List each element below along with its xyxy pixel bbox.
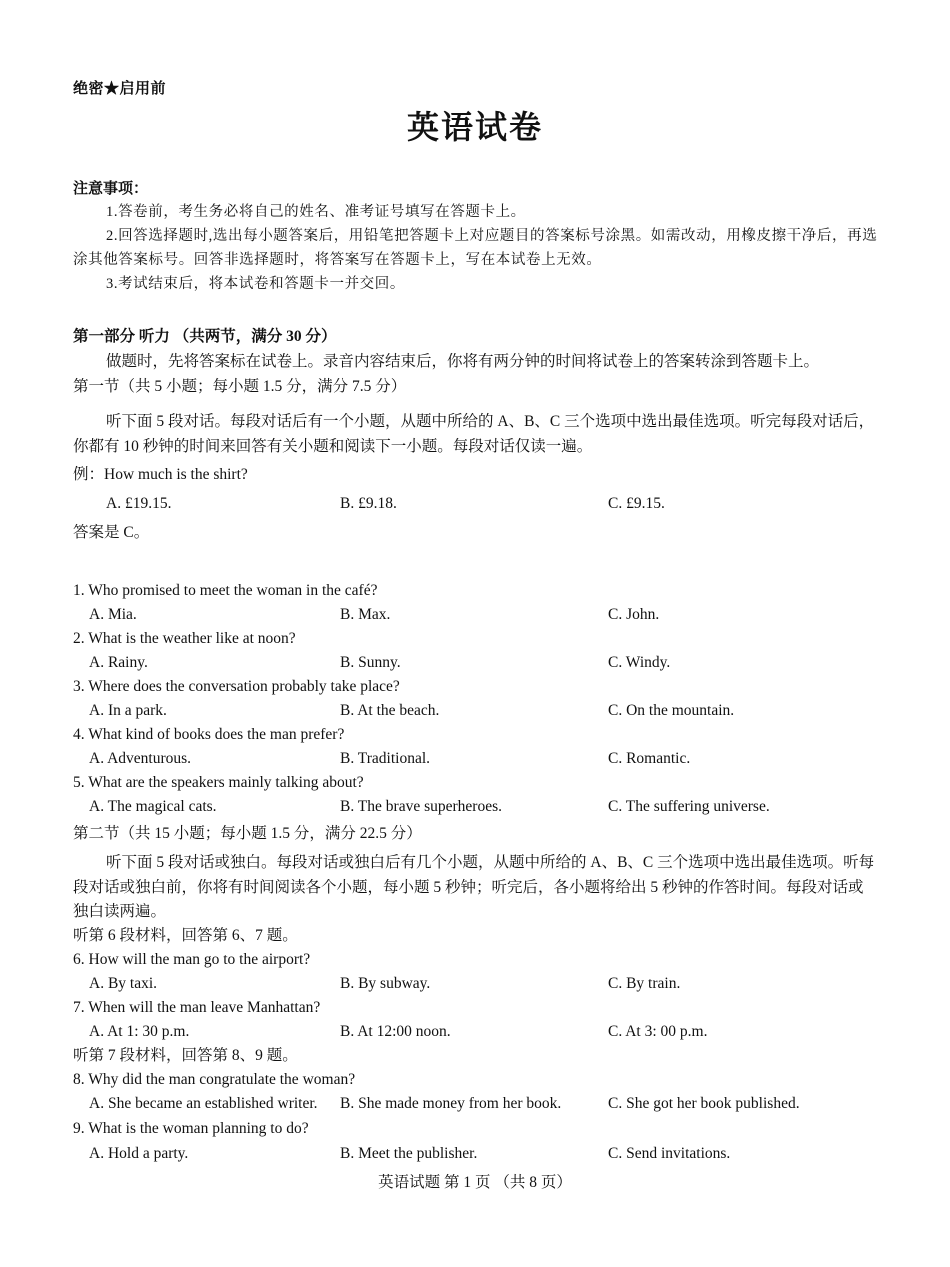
section2-instructions: 听下面 5 段对话或独白。每段对话或独白后有几个小题，从题中所给的 A、B、C 三个选项中选出最佳选项。听每段对话或独白前，你将有时间阅读各个小题，每小题 5 秒钟；听完后，各小题将给出 5 秒钟的作答时间。每段对话或独白读两遍。 [73, 854, 875, 920]
option-a: A. By taxi. [89, 975, 158, 992]
material-7-label: 听第 7 段材料，回答第 8、9 题。 [73, 1047, 298, 1064]
part1-heading: 第一部分 听力 （共两节，满分 30 分） [73, 328, 337, 345]
section1-instructions: 听下面 5 段对话。每段对话后有一个小题，从题中所给的 A、B、C 三个选项中选出最佳选项。听完每段对话后，你都有 10 秒钟的时间来回答有关小题和阅读下一小题。每段对话仅读一遍。 [73, 413, 875, 455]
question-2-options [0, 651, 950, 675]
question-8-options [0, 1092, 950, 1116]
option-c: C. Romantic. [608, 750, 691, 767]
question-2: 2. What is the weather like at noon? [73, 630, 296, 647]
option-b: B. By subway. [340, 975, 431, 992]
option-a: A. £19.15. [106, 495, 172, 512]
question-4-options [0, 747, 950, 771]
question-1: 1. Who promised to meet the woman in the café? [73, 582, 378, 599]
option-c: C. On the mountain. [608, 702, 735, 719]
question-6-options [0, 972, 950, 996]
option-a: A. The magical cats. [89, 798, 217, 815]
material-6-label: 听第 6 段材料，回答第 6、7 题。 [73, 927, 298, 944]
option-a: A. She became an established writer. [89, 1095, 318, 1112]
option-c: C. John. [608, 606, 660, 623]
question-9-options [0, 1142, 950, 1166]
note-item: 2.回答选择题时,选出每小题答案后，用铅笔把答题卡上对应题目的答案标号涂黑。如需改动，用橡皮擦干净后，再选涂其他答案标号。回答非选择题时，将答案写在答题卡上，写在本试卷上无效。 [73, 228, 878, 268]
question-3-options [0, 699, 950, 723]
option-b: B. Traditional. [340, 750, 431, 767]
option-c: C. £9.15. [608, 495, 665, 512]
option-c: C. Windy. [608, 654, 671, 671]
option-a: A. Hold a party. [89, 1145, 189, 1162]
section1-heading: 第一节（共 5 小题；每小题 1.5 分，满分 7.5 分） [73, 378, 407, 395]
option-c: C. The suffering universe. [608, 798, 770, 815]
option-c: C. She got her book published. [608, 1095, 800, 1112]
part1-intro: 做题时，先将答案标在试卷上。录音内容结束后，你将有两分钟的时间将试卷上的答案转涂到答题卡上。 [106, 353, 820, 370]
notes-heading: 注意事项： [73, 181, 149, 197]
question-7-options [0, 1020, 950, 1044]
option-c: C. At 3: 00 p.m. [608, 1023, 708, 1040]
option-a: A. Adventurous. [89, 750, 192, 767]
option-b: B. At 12:00 noon. [340, 1023, 451, 1040]
example-options [0, 492, 950, 516]
question-8: 8. Why did the man congratulate the woman? [73, 1071, 356, 1088]
notes-list [73, 200, 878, 296]
option-b: B. At the beach. [340, 702, 440, 719]
option-c: C. By train. [608, 975, 681, 992]
option-a: A. Rainy. [89, 654, 148, 671]
exam-title: 英语试卷 [406, 109, 543, 145]
note-item: 3.考试结束后，将本试卷和答题卡一并交回。 [106, 276, 405, 292]
question-6: 6. How will the man go to the airport? [73, 951, 311, 968]
option-c: C. Send invitations. [608, 1145, 731, 1162]
option-b: B. Max. [340, 606, 391, 623]
option-b: B. She made money from her book. [340, 1095, 562, 1112]
question-7: 7. When will the man leave Manhattan? [73, 999, 321, 1016]
option-b: B. £9.18. [340, 495, 397, 512]
question-3: 3. Where does the conversation probably take place? [73, 678, 400, 695]
question-5: 5. What are the speakers mainly talking about? [73, 774, 364, 791]
question-5-options [0, 795, 950, 819]
example-answer: 答案是 C。 [73, 524, 150, 541]
option-a: A. At 1: 30 p.m. [89, 1023, 190, 1040]
note-item: 1.答卷前，考生务必将自己的姓名、准考证号填写在答题卡上。 [106, 204, 526, 220]
option-b: B. The brave superheroes. [340, 798, 502, 815]
question-9: 9. What is the woman planning to do? [73, 1120, 309, 1137]
option-a: A. In a park. [89, 702, 167, 719]
question-1-options [0, 603, 950, 627]
example-question: 例：How much is the shirt? [73, 466, 248, 483]
option-b: B. Sunny. [340, 654, 401, 671]
section2-heading: 第二节（共 15 小题；每小题 1.5 分，满分 22.5 分） [73, 825, 422, 842]
option-a: A. Mia. [89, 606, 137, 623]
page-footer: 英语试题 第 1 页 （共 8 页） [378, 1174, 572, 1191]
question-4: 4. What kind of books does the man prefer? [73, 726, 345, 743]
confidential-label: 绝密★启用前 [73, 81, 167, 97]
option-b: B. Meet the publisher. [340, 1145, 478, 1162]
